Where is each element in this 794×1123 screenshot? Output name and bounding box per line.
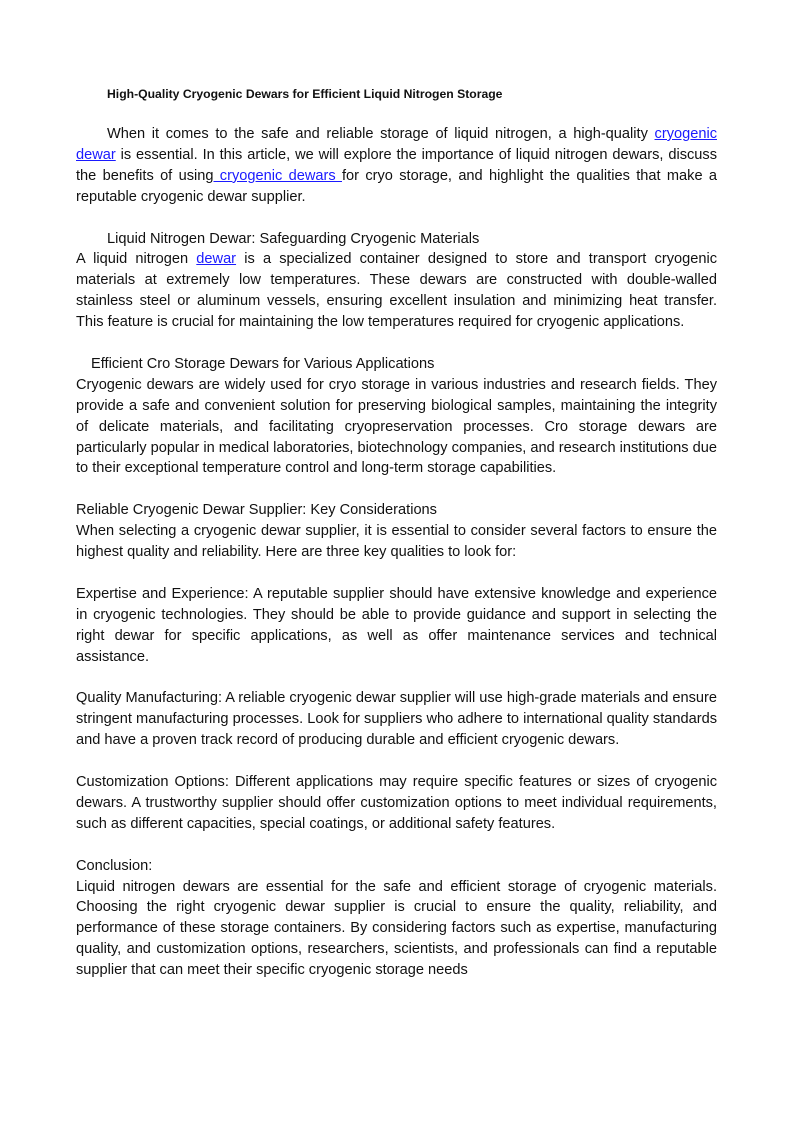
section2-heading: Efficient Cro Storage Dewars for Various Applications — [91, 355, 435, 372]
intro-text-3: for cryo storage, and highlight the qualities that make a reputable cryogenic dewar supplier. — [76, 167, 718, 205]
spacer — [76, 751, 717, 772]
cryogenic-dewar-link[interactable]: cryogenic dewar — [76, 126, 717, 163]
spacer — [76, 333, 717, 354]
point-expertise: Expertise and Experience: A reputable supplier should have extensive knowledge and experience in cryogenic technologies. They should be able to provide guidance and support in selecting the right dewar for specific applications, as well as offer maintenance services and technical assistance. — [76, 585, 717, 665]
intro-text-1: When it comes to the safe and reliable storage of liquid nitrogen, a high-quality — [107, 126, 655, 142]
spacer — [76, 208, 717, 229]
section1-text-1: A liquid nitrogen — [76, 251, 197, 268]
conclusion-heading: Conclusion: — [76, 857, 153, 874]
dewar-link[interactable]: dewar — [196, 251, 237, 268]
conclusion-paragraph: Liquid nitrogen dewars are essential for the safe and efficient storage of cryogenic materials. Choosing the right cryogenic dewar supplier is crucial to ensure the quality, reliability, and performance of these storage containers. By considering factors such as expertise, manufacturing quality, and customization options, researchers, scientists, and professionals can find a reputable supplier that can meet their specific cryogenic storage needs — [76, 878, 717, 979]
section3-paragraph: When selecting a cryogenic dewar supplier, it is essential to consider several factors to ensure the highest quality and reliability. Here are three key qualities to look for: — [76, 523, 717, 561]
section1-text-2: is a specialized container designed to store and transport cryogenic materials at extremely low temperatures. These dewars are constructed with double-walled stainless steel or aluminum vessels, ensuring excellent insulation and minimizing heat transfer. This feature is crucial for maintaining the low temperatures required for cryogenic applications. — [76, 251, 717, 331]
intro-paragraph — [76, 124, 717, 208]
section1-heading: Liquid Nitrogen Dewar: Safeguarding Cryogenic Materials — [107, 230, 480, 247]
spacer — [76, 835, 717, 856]
document-title: High-Quality Cryogenic Dewars for Efficient Liquid Nitrogen Storage — [107, 87, 503, 101]
section3-heading: Reliable Cryogenic Dewar Supplier: Key Considerations — [76, 502, 437, 519]
intro-text-2: is essential. In this article, we will explore the importance of liquid nitrogen dewars, discuss the benefits of using — [76, 146, 717, 184]
document-body — [76, 84, 717, 981]
point-customization: Customization Options: Different applications may require specific features or sizes of cryogenic dewars. A trustworthy supplier should offer customization options to meet individual requirements, such as different capacities, special coatings, or additional safety features. — [76, 774, 717, 832]
spacer — [76, 668, 717, 689]
section2-paragraph: Cryogenic dewars are widely used for cryo storage in various industries and research fields. They provide a safe and convenient solution for preserving biological samples, maintaining the integrity of delicate materials, and facilitating cryopreservation processes. Cro storage dewars are particularly popular in medical laboratories, biotechnology companies, and research institutions due to their exceptional temperature control and long-term storage capabilities. — [76, 376, 717, 477]
point-quality-manufacturing: Quality Manufacturing: A reliable cryogenic dewar supplier will use high-grade materials and ensure stringent manufacturing processes. Look for suppliers who adhere to international quality standards and have a proven track record of producing durable and efficient cryogenic dewars. — [76, 690, 717, 749]
cryogenic-dewars-link[interactable]: cryogenic dewars — [213, 167, 342, 184]
spacer — [76, 479, 717, 500]
spacer — [76, 563, 717, 584]
section1-paragraph — [76, 249, 717, 333]
